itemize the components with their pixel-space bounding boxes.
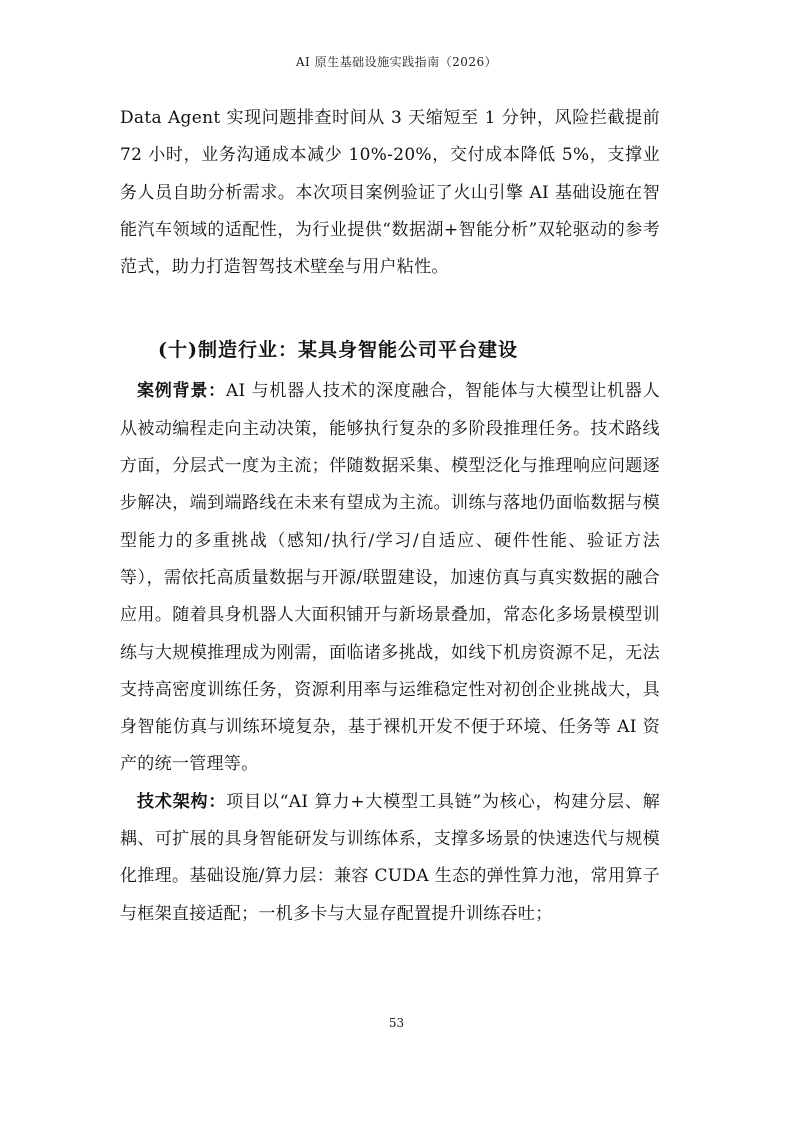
architecture-label: 技术架构： [137, 791, 227, 812]
architecture-text: 项目以“AI 算力+大模型工具链”为核心，构建分层、解耦、可扩展的具身智能研发与训练体系，支撑多场景的快速迭代与规模化推理。基础设施/算力层：兼容 CUDA 生态的弹性算力池，常用算子与框架直接适配；一机多卡与大显存配置提升训练吞吐； [120, 791, 661, 924]
background-paragraph [120, 373, 660, 783]
page-body [120, 100, 660, 933]
architecture-paragraph [120, 784, 660, 933]
page-number: 53 [388, 1016, 405, 1030]
background-label: 案例背景： [137, 381, 226, 402]
running-header: AI 原生基础设施实践指南（2026） [295, 55, 498, 69]
section-heading: (十)制造行业：某具身智能公司平台建设 [158, 339, 518, 362]
intro-paragraph: Data Agent 实现问题排查时间从 3 天缩短至 1 分钟，风险拦截提前 72 小时，业务沟通成本减少 10%-20%，交付成本降低 5%，支撑业务人员自助分析需求。本次项目案例验证了火山引擎 AI 基础设施在智能汽车领域的适配性，为行业提供“数据湖+智能分析”双轮驱动的参考范式，助力打造智驾技术壁垒与用户粘性。 [120, 108, 660, 278]
background-text: AI 与机器人技术的深度融合，智能体与大模型让机器人从被动编程走向主动决策，能够执行复杂的多阶段推理任务。技术路线方面，分层式一度为主流；伴随数据采集、模型泛化与推理响应问题逐步解决，端到端路线在未来有望成为主流。训练与落地仍面临数据与模型能力的多重挑战（感知/执行/学习/自适应、硬件性能、验证方法等），需依托高质量数据与开源/联盟建设，加速仿真与真实数据的融合应用。随着具身机器人大面积铺开与新场景叠加，常态化多场景模型训练与大规模推理成为刚需，面临诸多挑战，如线下机房资源不足，无法支持高密度训练任务，资源利用率与运维稳定性对初创企业挑战大，具身智能仿真与训练环境复杂，基于裸机开发不便于环境、任务等 AI 资产的统一管理等。 [120, 381, 660, 775]
